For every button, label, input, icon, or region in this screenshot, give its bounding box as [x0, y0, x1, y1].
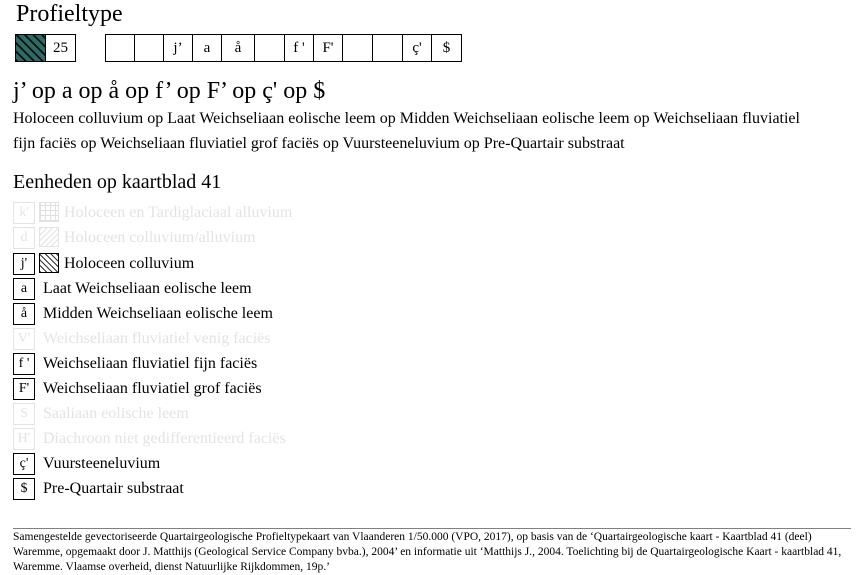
unit-label: Weichseliaan fluviatiel fijn faciës: [43, 355, 258, 372]
profile-cell: ç': [402, 34, 432, 62]
unit-code: S: [13, 403, 35, 425]
unit-label: Vuursteeneluvium: [43, 455, 161, 472]
unit-label: Weichseliaan fluviatiel venig faciës: [43, 330, 271, 347]
unit-code: f ': [13, 353, 35, 375]
unit-label: Midden Weichseliaan eolische leem: [43, 305, 273, 322]
profile-cell: [134, 34, 164, 62]
unit-code: ç': [13, 453, 35, 475]
profile-cell: [372, 34, 403, 62]
unit-code: H': [13, 428, 35, 450]
profile-cell: j’: [163, 34, 193, 62]
unit-label: Holoceen en Tardiglaciaal alluvium: [64, 204, 293, 221]
unit-label: Holoceen colluvium: [64, 255, 195, 272]
profile-cell: F': [313, 34, 343, 62]
grid-pattern-icon: [39, 202, 59, 222]
profile-cell: [105, 34, 135, 62]
footer-divider: [13, 528, 851, 529]
unit-code: k': [13, 202, 35, 224]
unit-code: $: [13, 478, 35, 500]
unit-code: F': [13, 378, 35, 400]
units-heading: Eenheden op kaartblad 41: [13, 171, 222, 193]
unit-code: d: [13, 227, 35, 249]
profile-cell: $: [431, 34, 462, 62]
profile-cell: [342, 34, 373, 62]
profile-cell: [254, 34, 285, 62]
unit-label: Pre-Quartair substraat: [43, 480, 184, 497]
profile-description: Holoceen colluvium op Laat Weichseliaan eolische leem op Midden Weichseliaan eolische leem op Weichseliaan fluviatiel fijn faciës op Weichseliaan fluviatiel grof faciës op Vuursteeneluvium op Pre-Quartair substraat: [13, 110, 800, 152]
profile-code: j’ op a op å op f’ op F’ op ç' op $: [13, 78, 326, 104]
unit-label: Diachroon niet gedifferentieerd faciës: [43, 430, 286, 447]
unit-code: a: [13, 278, 35, 300]
unit-label: Holoceen colluvium/alluvium: [64, 229, 256, 246]
unit-code: å: [13, 303, 35, 325]
profile-cell: å: [221, 34, 255, 62]
profile-cell: f ': [284, 34, 314, 62]
unit-label: Weichseliaan fluviatiel grof faciës: [43, 380, 262, 397]
unit-label: Laat Weichseliaan eolische leem: [43, 280, 252, 297]
unit-code: V': [13, 328, 35, 350]
diagonal-pattern-icon: [39, 227, 59, 247]
profile-count: 25: [45, 34, 76, 62]
page-title: Profieltype: [16, 1, 123, 27]
footer-source-text: Samengestelde gevectoriseerde Quartairgeologische Profieltypekaart van Vlaanderen 1/50.000 (VPO, 2017), op basis van de ‘Quartairgeologische kaart - Kaartblad 41 (deel) Waremme, opgemaakt door J. Matthijs (Geological Service Company bvba.), 2004’ en informatie uit ‘Matthijs J., 2004. Toelichting bij de Quartairgeologische Kaart - kaartblad 41, Waremme. Vlaamse overheid, dienst Natuurlijke Rijkdommen, 19p.’: [13, 531, 842, 573]
profile-color-swatch: [15, 34, 46, 62]
unit-code: j': [13, 253, 35, 275]
diagonal-hatch-icon: [39, 253, 59, 273]
profile-cell: a: [192, 34, 222, 62]
unit-label: Saaliaan eolische leem: [43, 405, 189, 422]
